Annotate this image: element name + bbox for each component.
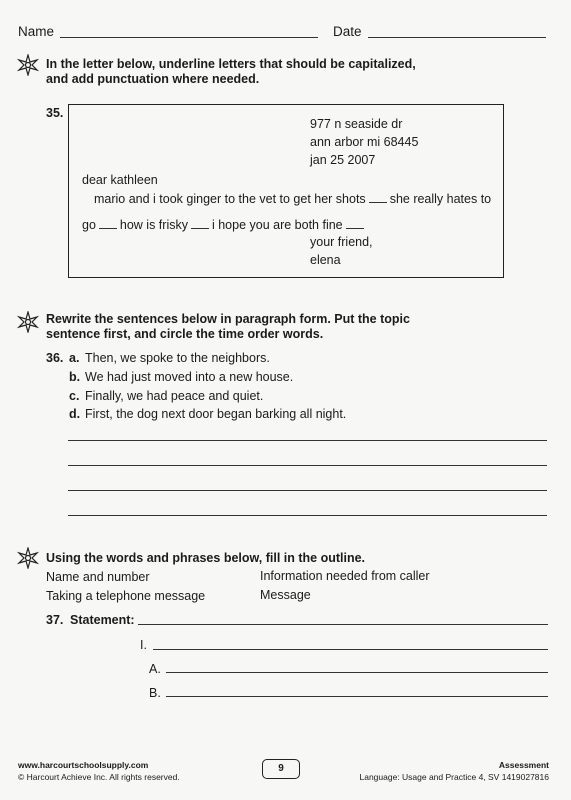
punctuation-blank[interactable] xyxy=(346,217,364,229)
phrase: Message xyxy=(260,588,311,602)
instruction-35-line2: and add punctuation where needed. xyxy=(46,72,260,86)
question-number-36: 36. xyxy=(46,351,64,365)
writing-line[interactable] xyxy=(68,490,547,491)
letter-body-text: go xyxy=(82,218,96,232)
page-number: 9 xyxy=(262,759,300,779)
item-letter: d. xyxy=(69,407,81,421)
writing-line[interactable] xyxy=(68,515,547,516)
instruction-37: Using the words and phrases below, fill in the outline. xyxy=(46,551,366,565)
letter-body-line1 xyxy=(94,191,491,207)
statement-label: Statement: xyxy=(70,613,135,627)
name-label: Name xyxy=(18,24,55,39)
instruction-36-line2: sentence first, and circle the time order words. xyxy=(46,327,324,341)
name-field[interactable] xyxy=(60,37,318,38)
outline-line[interactable] xyxy=(153,649,548,650)
letter-body-line2 xyxy=(82,217,367,233)
item-sentence: First, the dog next door began barking all night. xyxy=(85,407,347,421)
item-letter: a. xyxy=(69,351,80,365)
footer-subtitle: Language: Usage and Practice 4, SV 1419027816 xyxy=(359,772,549,782)
letter-address-street: 977 n seaside dr xyxy=(310,117,403,131)
phrase: Information needed from caller xyxy=(260,569,430,583)
punctuation-blank[interactable] xyxy=(369,191,387,203)
star-icon xyxy=(17,54,39,76)
writing-line[interactable] xyxy=(68,440,547,441)
star-icon xyxy=(17,311,39,333)
letter-signature: elena xyxy=(310,253,341,267)
letter-address-city: ann arbor mi 68445 xyxy=(310,135,419,149)
item-sentence: Then, we spoke to the neighbors. xyxy=(85,351,270,365)
punctuation-blank[interactable] xyxy=(191,217,209,229)
outline-label: B. xyxy=(149,686,161,700)
item-sentence: We had just moved into a new house. xyxy=(85,370,294,384)
letter-closing: your friend, xyxy=(310,235,373,249)
punctuation-blank[interactable] xyxy=(99,217,117,229)
writing-line[interactable] xyxy=(68,465,547,466)
letter-body-text: she really hates to xyxy=(389,192,492,206)
question-number-35: 35. xyxy=(46,106,64,120)
instruction-35-line1: In the letter below, underline letters that should be capitalized, xyxy=(46,57,416,71)
letter-body-text: mario and i took ginger to the vet to get her shots xyxy=(94,192,366,206)
outline-label: I. xyxy=(140,638,147,652)
outline-line[interactable] xyxy=(166,672,548,673)
outline-line[interactable] xyxy=(166,696,548,697)
letter-greeting: dear kathleen xyxy=(82,173,158,187)
letter-body-text: how is frisky xyxy=(119,218,188,232)
footer-copyright: © Harcourt Achieve Inc. All rights reserved. xyxy=(18,772,180,782)
instruction-36-line1: Rewrite the sentences below in paragraph form. Put the topic xyxy=(46,312,410,326)
question-number-37: 37. xyxy=(46,613,64,627)
star-icon xyxy=(17,547,39,569)
item-sentence: Finally, we had peace and quiet. xyxy=(85,389,264,403)
footer-title: Assessment xyxy=(498,760,549,770)
letter-date: jan 25 2007 xyxy=(310,153,376,167)
date-label: Date xyxy=(333,24,362,39)
date-field[interactable] xyxy=(368,37,546,38)
phrase: Name and number xyxy=(46,570,150,584)
item-letter: b. xyxy=(69,370,81,384)
letter-body-text: i hope you are both fine xyxy=(211,218,343,232)
outline-label: A. xyxy=(149,662,161,676)
item-letter: c. xyxy=(69,389,80,403)
footer-website: www.harcourtschoolsupply.com xyxy=(18,760,149,770)
statement-line[interactable] xyxy=(138,624,548,625)
phrase: Taking a telephone message xyxy=(46,589,206,603)
